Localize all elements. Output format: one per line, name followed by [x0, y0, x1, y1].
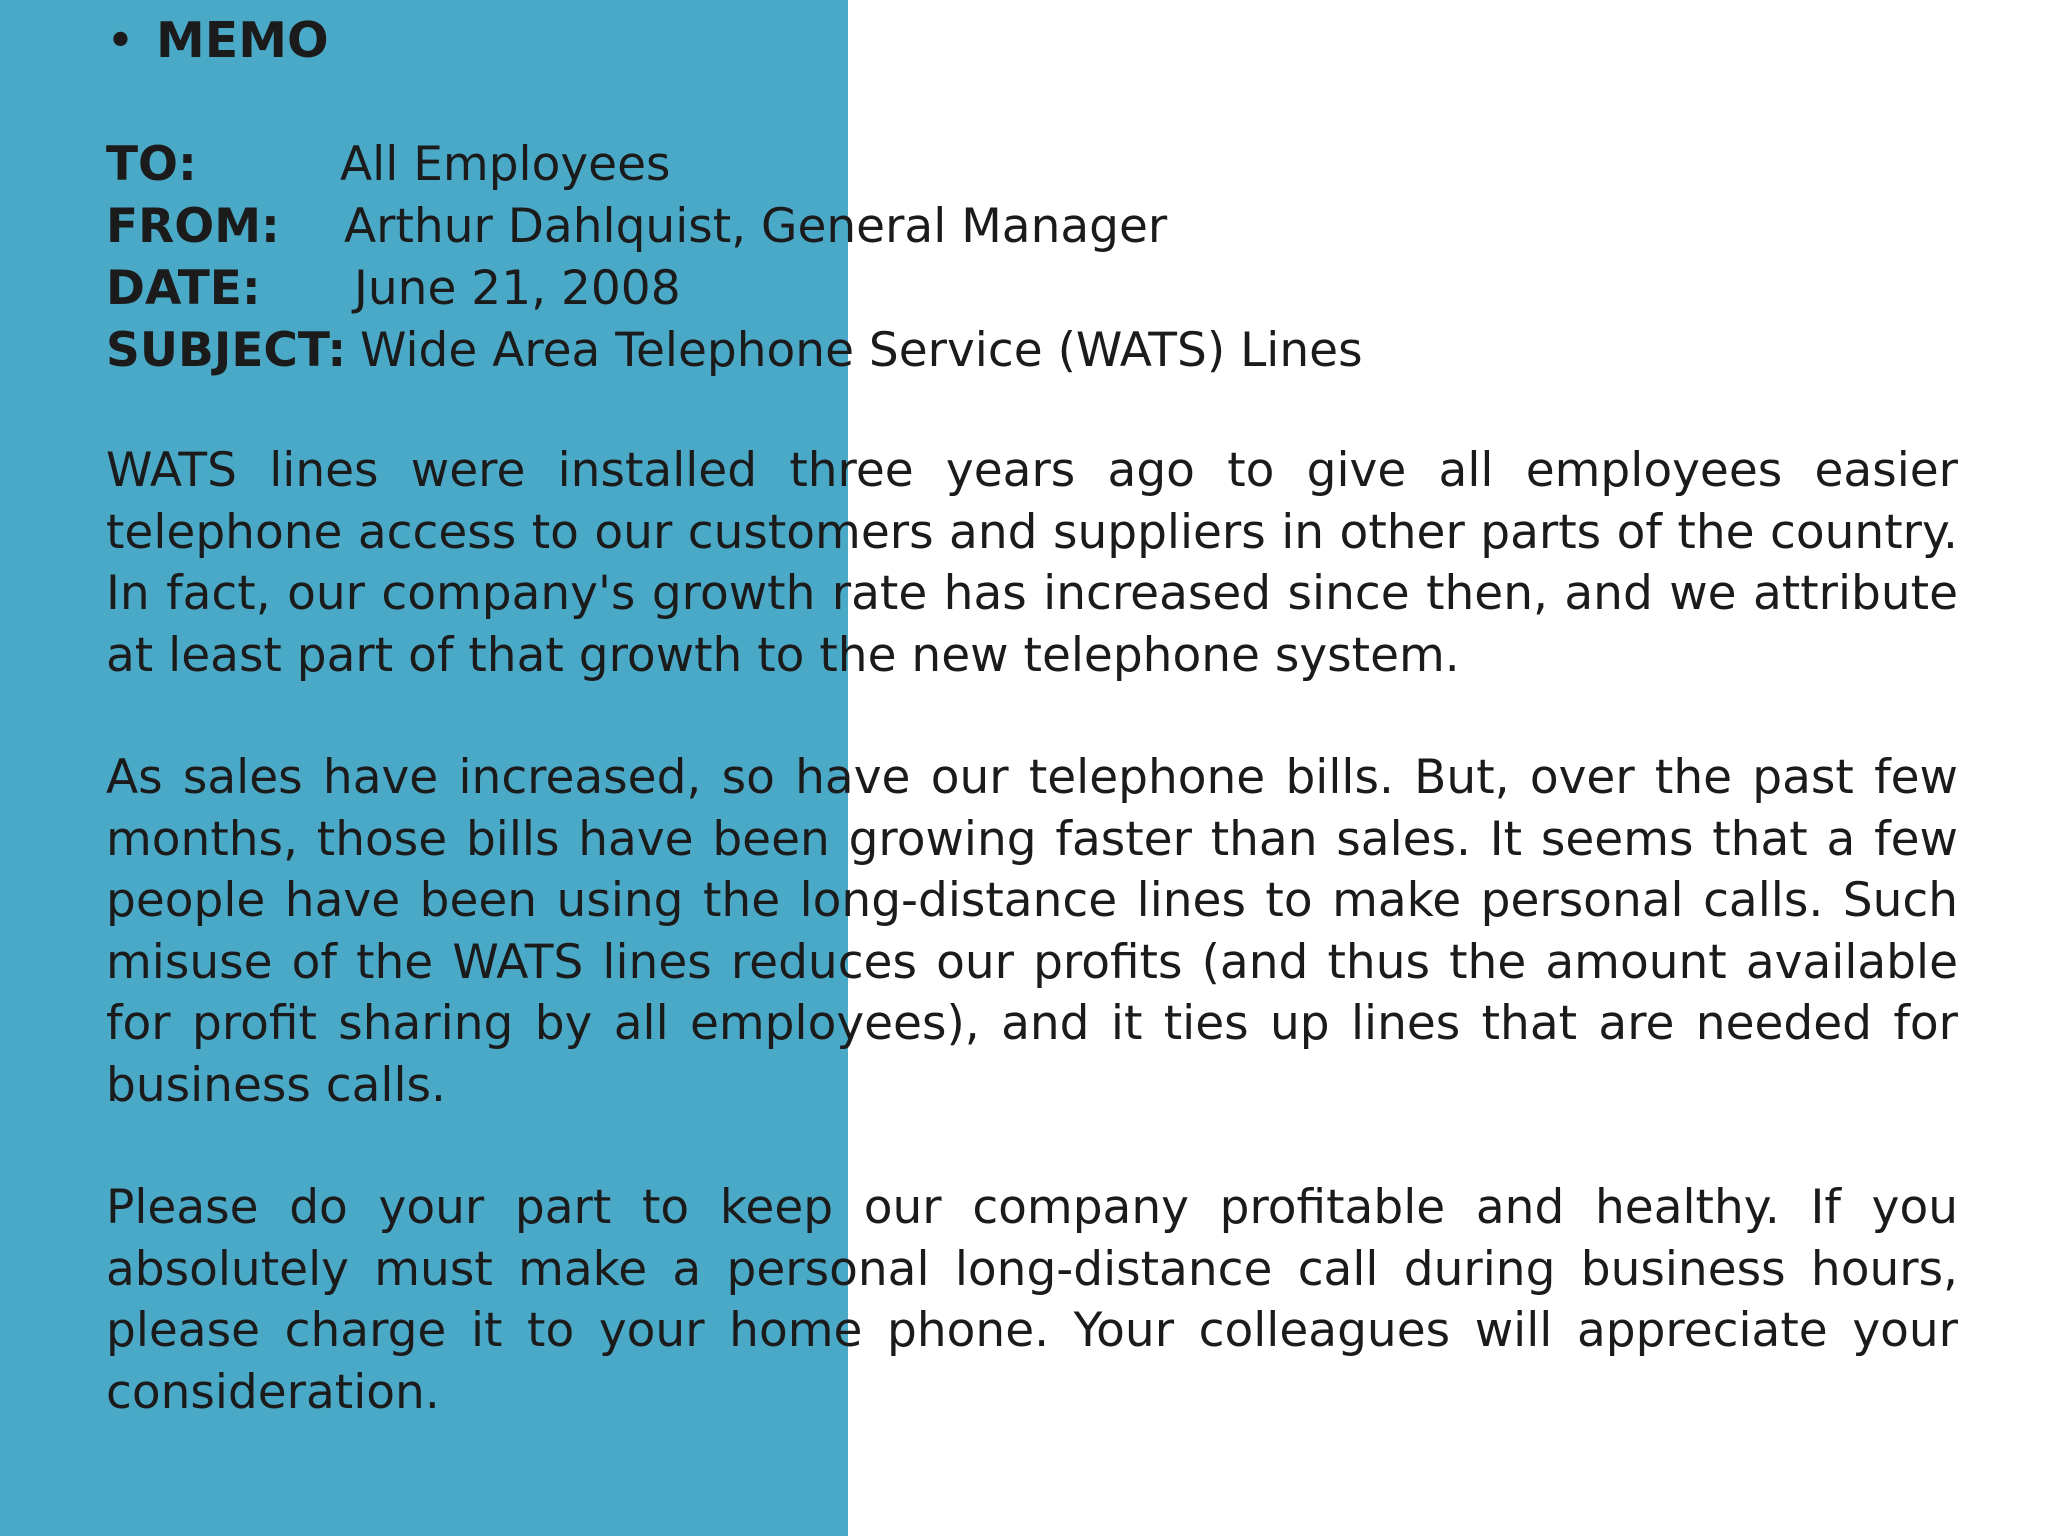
date-label: DATE: [106, 261, 261, 316]
body-paragraph-3: Please do your part to keep our company profitable and healthy. If you absolutely must make a personal long-distance call during business hours, please charge it to your home phone. Your colleagues will appreciate your consideration. [106, 1180, 1958, 1420]
memo-title-text: MEMO [156, 12, 329, 69]
to-value: All Employees [340, 137, 671, 192]
body-paragraph-2: As sales have increased, so have our telephone bills. But, over the past few months, those bills have been growing faster than sales. It seems that a few people have been using the long-distance lines to make personal calls. Such misuse of the WATS lines reduces our profits (and thus the amount available for profit sharing by all employees), and it ties up lines that are needed for business calls. [106, 750, 1958, 1113]
subject-value: Wide Area Telephone Service (WATS) Lines [360, 323, 1363, 378]
subject-label: SUBJECT: [106, 323, 347, 378]
from-value: Arthur Dahlquist, General Manager [344, 199, 1168, 254]
body-paragraph-1: WATS lines were installed three years ago to give all employees easier telephone access to our customers and suppliers in other parts of the country. In fact, our company's growth rate has increased since then, and we attribute at least part of that growth to the new telephone system. [106, 443, 1958, 683]
date-value: June 21, 2008 [354, 261, 681, 316]
from-label: FROM: [106, 199, 280, 254]
to-label: TO: [106, 137, 197, 192]
bullet-icon: • [106, 12, 135, 69]
memo-title [106, 10, 329, 72]
memo-body [106, 440, 1958, 1484]
